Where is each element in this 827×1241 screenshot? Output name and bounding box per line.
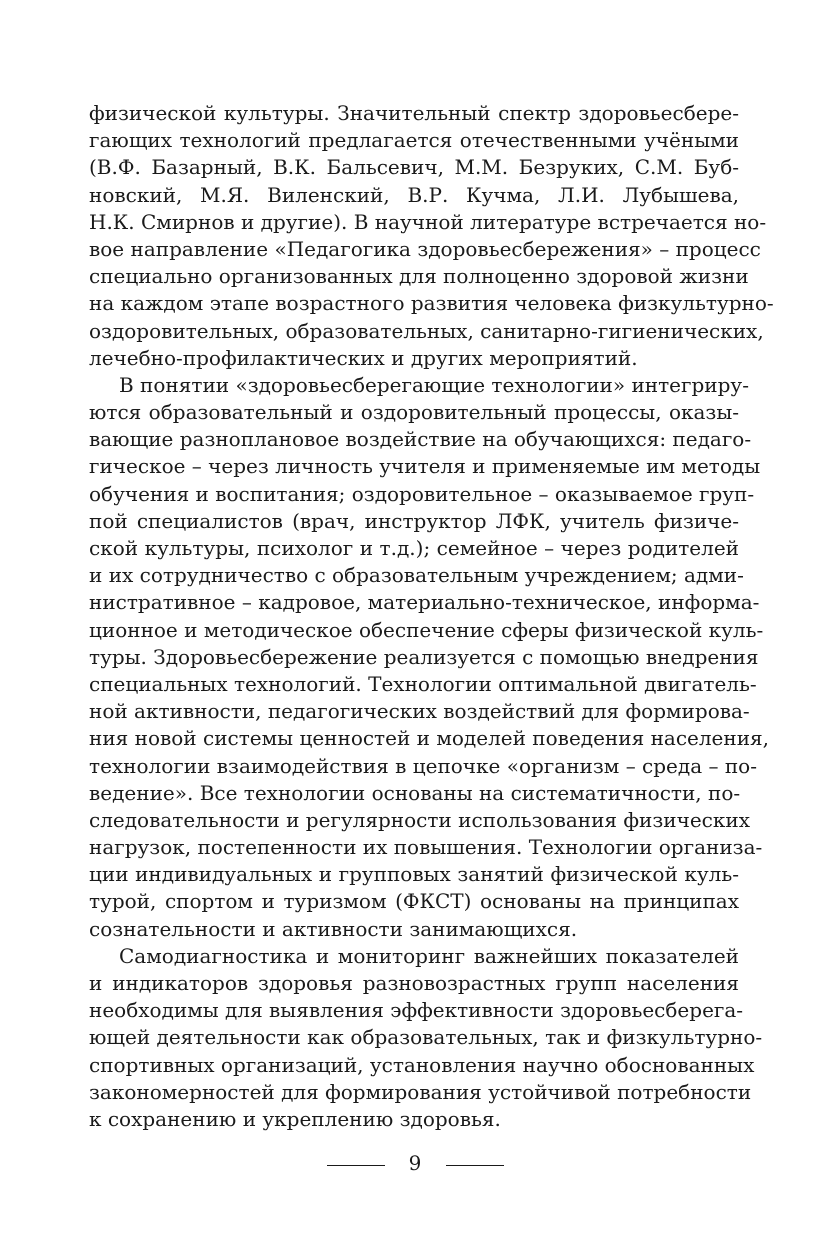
paragraph-2: [89, 372, 770, 943]
text-line: пой специалистов (врач, инструктор ЛФК, учитель физиче-: [89, 508, 739, 533]
text-line: нагрузок, постепенности их повышения. Технологии организа-: [89, 835, 763, 860]
text-line: специальных технологий. Технологии оптимальной двигатель-: [89, 671, 757, 696]
text-line: на каждом этапе возрастного развития человека физкультурно-: [89, 291, 774, 316]
text-line: новский, М.Я. Виленский, В.Р. Кучма, Л.И. Лубышева,: [89, 182, 739, 207]
text-line: к сохранению и укреплению здоровья.: [89, 1106, 501, 1131]
text-line: и их сотрудничество с образовательным учреждением; адми-: [89, 563, 744, 588]
text-line: гическое – через личность учителя и применяемые им методы: [89, 454, 761, 479]
text-line: ющей деятельности как образовательных, так и физкультурно-: [89, 1025, 763, 1050]
text-line: Н.К. Смирнов и другие). В научной литературе встречается но-: [89, 209, 767, 234]
text-line: закономерностей для формирования устойчивой потребности: [89, 1079, 752, 1104]
text-line: ции индивидуальных и групповых занятий физической куль-: [89, 862, 739, 887]
text-line: и индикаторов здоровья разновозрастных групп населения: [89, 971, 739, 995]
text-line: лечебно-профилактических и других мероприятий.: [89, 345, 638, 370]
text-line: ния новой системы ценностей и моделей поведения населения,: [89, 726, 770, 751]
footer-rule-right: [446, 1165, 504, 1166]
page-number: 9: [408, 1151, 422, 1175]
text-line: обучения и воспитания; оздоровительное – оказываемое груп-: [89, 481, 755, 506]
text-line: турой, спортом и туризмом (ФКСТ) основаны на принципах: [89, 889, 739, 914]
body-text: [89, 100, 774, 1133]
footer-rule-left: [327, 1165, 385, 1166]
text-line: вое направление «Педагогика здоровьесбережения» – процесс: [89, 236, 761, 261]
paragraph-3: [89, 943, 763, 1133]
text-line: оздоровительных, образовательных, санитарно-гигиенических,: [89, 318, 764, 343]
text-line: В понятии «здоровьесберегающие технологии» интегриру-: [119, 372, 749, 397]
text-line: вающие разноплановое воздействие на обучающихся: педаго-: [89, 427, 752, 452]
text-line: технологии взаимодействия в цепочке «организм – среда – по-: [89, 753, 757, 778]
text-line: ной активности, педагогических воздействий для формирова-: [89, 699, 750, 724]
text-line: ются образовательный и оздоровительный процессы, оказы-: [89, 400, 739, 425]
text-line: нистративное – кадровое, материально-техническое, информа-: [89, 590, 760, 615]
page-footer: [0, 1148, 827, 1178]
text-line: ской культуры, психолог и т.д.); семейное – через родителей: [89, 536, 739, 560]
text-line: следовательности и регулярности использования физических: [89, 807, 750, 832]
text-line: необходимы для выявления эффективности здоровьесберега-: [89, 998, 744, 1023]
text-line: физической культуры. Значительный спектр здоровьесбере-: [89, 101, 739, 125]
text-line: туры. Здоровьесбережение реализуется с помощью внедрения: [89, 644, 759, 669]
text-line: ведение». Все технологии основаны на систематичности, по-: [89, 780, 741, 805]
text-line: Самодиагностика и мониторинг важнейших показателей: [119, 943, 739, 968]
text-line: спортивных организаций, установления научно обоснованных: [89, 1052, 755, 1077]
text-line: (В.Ф. Базарный, В.К. Бальсевич, М.М. Безруких, С.М. Буб-: [89, 155, 739, 180]
text-line: гающих технологий предлагается отечественными учёными: [89, 128, 739, 153]
text-line: ционное и методическое обеспечение сферы физической куль-: [89, 617, 764, 642]
text-line: специально организованных для полноценно здоровой жизни: [89, 264, 749, 289]
paragraph-1: [89, 100, 774, 372]
text-line: сознательности и активности занимающихся.: [89, 916, 578, 941]
